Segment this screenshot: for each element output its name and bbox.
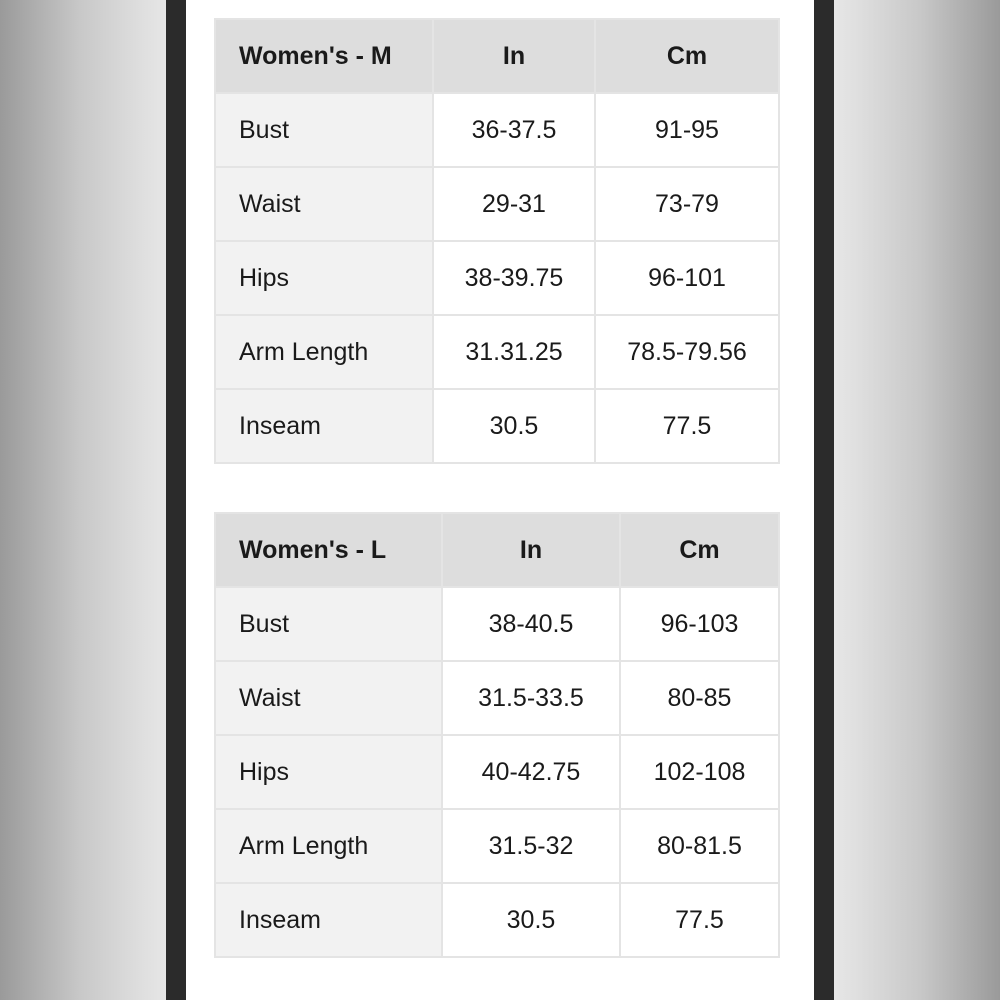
device-frame-left [166, 0, 186, 1000]
measurement-label: Hips [215, 241, 433, 315]
inches-value: 29-31 [433, 167, 595, 241]
measurement-label: Bust [215, 93, 433, 167]
table-row [215, 315, 779, 389]
inches-header: In [442, 513, 620, 587]
measurement-label: Bust [215, 587, 442, 661]
inches-value: 40-42.75 [442, 735, 620, 809]
measurement-label: Waist [215, 167, 433, 241]
inches-value: 36-37.5 [433, 93, 595, 167]
inches-value: 31.5-33.5 [442, 661, 620, 735]
inches-header: In [433, 19, 595, 93]
centimeters-header: Cm [595, 19, 779, 93]
table-row [215, 93, 779, 167]
inches-value: 30.5 [433, 389, 595, 463]
inches-value: 38-39.75 [433, 241, 595, 315]
centimeters-value: 80-81.5 [620, 809, 779, 883]
inches-value: 31.5-32 [442, 809, 620, 883]
inches-value: 30.5 [442, 883, 620, 957]
centimeters-value: 96-103 [620, 587, 779, 661]
measurement-label: Inseam [215, 389, 433, 463]
table-row [215, 661, 779, 735]
centimeters-value: 77.5 [620, 883, 779, 957]
size-chart-women-l [214, 512, 780, 958]
size-header: Women's - M [215, 19, 433, 93]
table-row [215, 809, 779, 883]
centimeters-value: 77.5 [595, 389, 779, 463]
centimeters-value: 102-108 [620, 735, 779, 809]
device-frame-right [814, 0, 834, 1000]
centimeters-value: 73-79 [595, 167, 779, 241]
inches-value: 38-40.5 [442, 587, 620, 661]
centimeters-value: 91-95 [595, 93, 779, 167]
table-header-row [215, 19, 779, 93]
table-row [215, 389, 779, 463]
centimeters-header: Cm [620, 513, 779, 587]
centimeters-value: 96-101 [595, 241, 779, 315]
measurement-label: Hips [215, 735, 442, 809]
measurement-label: Inseam [215, 883, 442, 957]
table-header-row [215, 513, 779, 587]
table-row [215, 735, 779, 809]
inches-value: 31.31.25 [433, 315, 595, 389]
size-header: Women's - L [215, 513, 442, 587]
table-row [215, 241, 779, 315]
table-row [215, 883, 779, 957]
measurement-label: Arm Length [215, 315, 433, 389]
centimeters-value: 78.5-79.56 [595, 315, 779, 389]
size-chart-women-m [214, 18, 780, 464]
table-row [215, 167, 779, 241]
measurement-label: Arm Length [215, 809, 442, 883]
centimeters-value: 80-85 [620, 661, 779, 735]
measurement-label: Waist [215, 661, 442, 735]
table-row [215, 587, 779, 661]
